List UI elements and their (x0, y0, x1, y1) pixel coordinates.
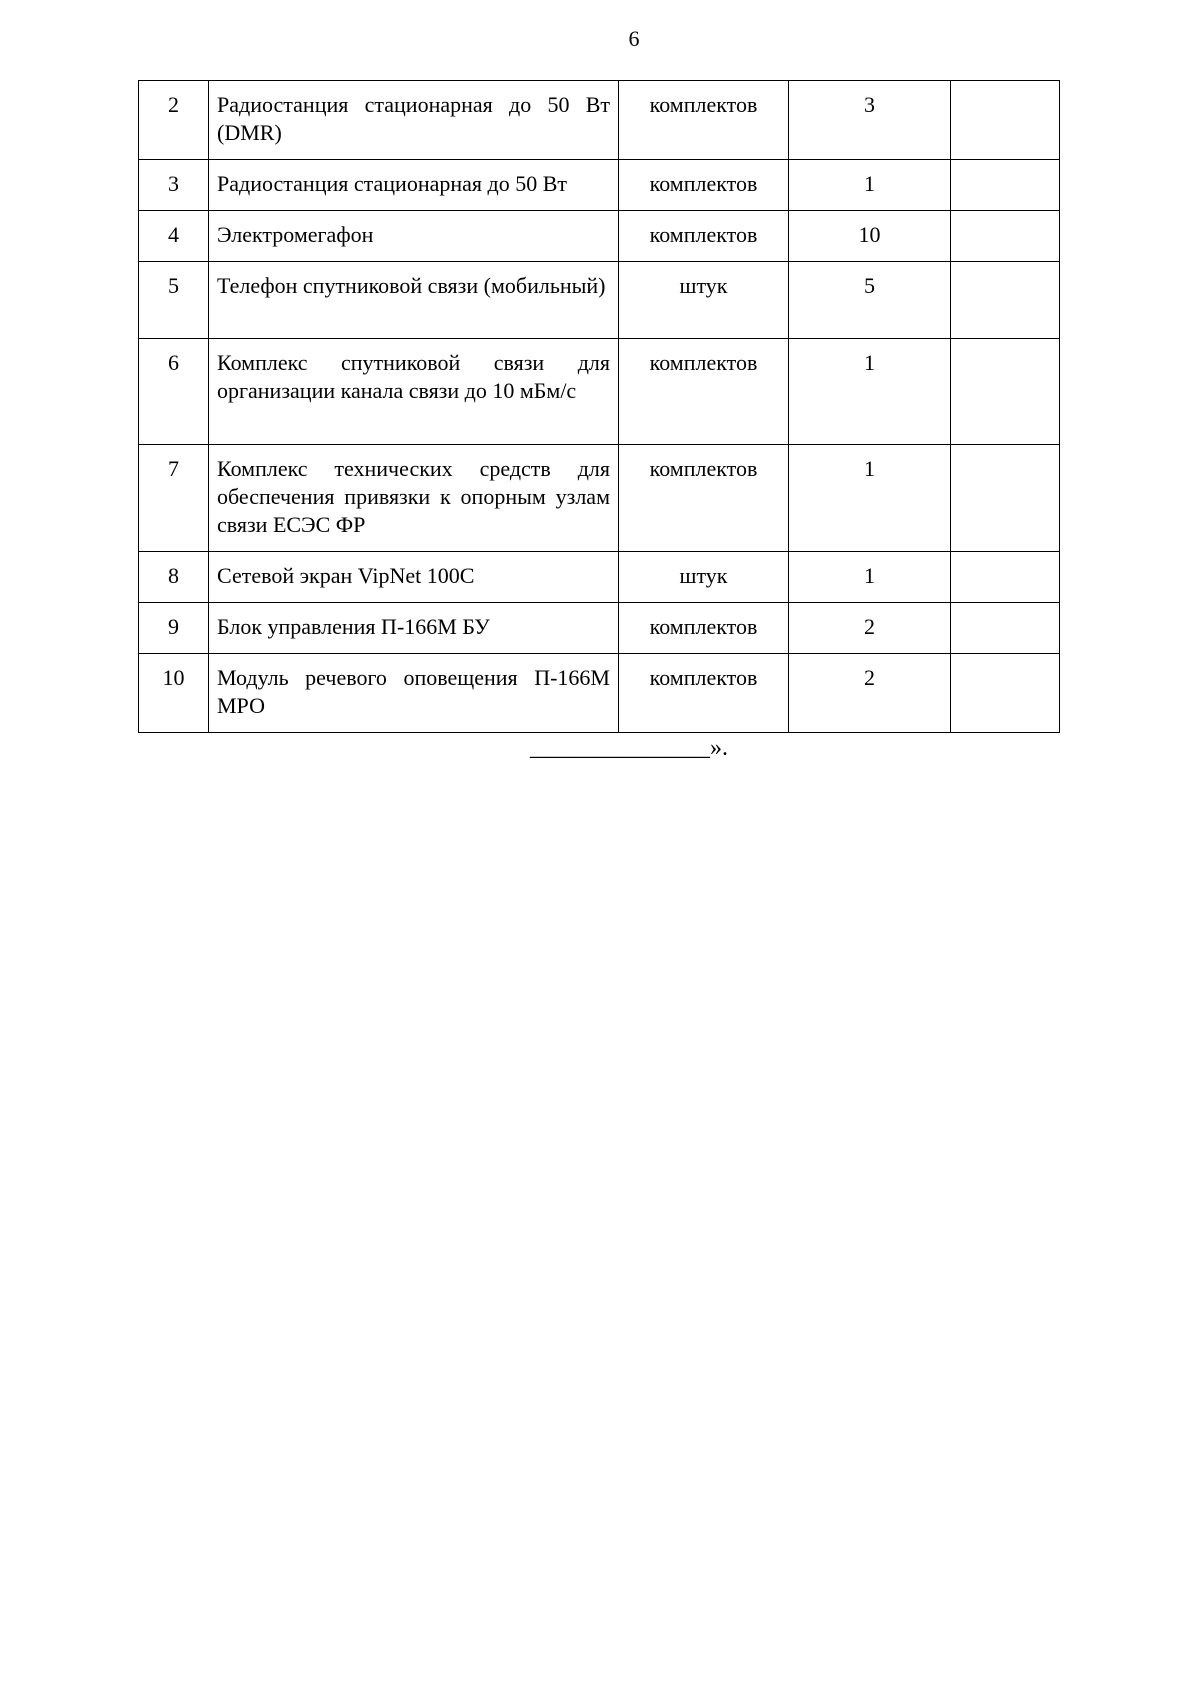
item-note (951, 654, 1060, 733)
item-note (951, 339, 1060, 445)
table-row (139, 339, 1060, 445)
item-unit: штук (619, 552, 789, 603)
item-unit: комплектов (619, 654, 789, 733)
item-note (951, 211, 1060, 262)
item-note (951, 445, 1060, 552)
item-unit: комплектов (619, 81, 789, 160)
item-name: Электромегафон (209, 211, 619, 262)
item-note (951, 160, 1060, 211)
item-unit: комплектов (619, 603, 789, 654)
item-quantity: 2 (789, 654, 951, 733)
closing-mark: _______________». (530, 735, 728, 761)
item-unit: штук (619, 262, 789, 339)
item-note (951, 603, 1060, 654)
item-name: Комплекс спутниковой связи для организации канала связи до 10 мБм/с (209, 339, 619, 445)
item-name: Телефон спутниковой связи (мобильный) (209, 262, 619, 339)
item-quantity: 2 (789, 603, 951, 654)
item-name: Сетевой экран VipNet 100С (209, 552, 619, 603)
table-row (139, 160, 1060, 211)
table-row (139, 603, 1060, 654)
table-row (139, 262, 1060, 339)
row-number: 7 (139, 445, 209, 552)
item-name: Радиостанция стационарная до 50 Вт (209, 160, 619, 211)
row-number: 10 (139, 654, 209, 733)
row-number: 6 (139, 339, 209, 445)
item-name: Радиостанция стационарная до 50 Вт (DMR) (209, 81, 619, 160)
item-note (951, 262, 1060, 339)
table-row (139, 445, 1060, 552)
row-number: 2 (139, 81, 209, 160)
row-number: 5 (139, 262, 209, 339)
item-unit: комплектов (619, 211, 789, 262)
table-row (139, 211, 1060, 262)
row-number: 8 (139, 552, 209, 603)
item-quantity: 1 (789, 160, 951, 211)
row-number: 9 (139, 603, 209, 654)
equipment-table (138, 80, 1060, 733)
item-quantity: 5 (789, 262, 951, 339)
table-row (139, 81, 1060, 160)
item-note (951, 552, 1060, 603)
item-quantity: 1 (789, 339, 951, 445)
row-number: 4 (139, 211, 209, 262)
page-number: 6 (628, 26, 640, 51)
table-row (139, 552, 1060, 603)
row-number: 3 (139, 160, 209, 211)
item-name: Модуль речевого оповещения П-166М МРО (209, 654, 619, 733)
table-row (139, 654, 1060, 733)
item-unit: комплектов (619, 339, 789, 445)
item-quantity: 3 (789, 81, 951, 160)
item-unit: комплектов (619, 445, 789, 552)
item-unit: комплектов (619, 160, 789, 211)
item-name: Комплекс технических средств для обеспечения привязки к опорным узлам связи ЕСЭС ФР (209, 445, 619, 552)
item-quantity: 1 (789, 552, 951, 603)
item-note (951, 81, 1060, 160)
item-quantity: 1 (789, 445, 951, 552)
item-name: Блок управления П-166М БУ (209, 603, 619, 654)
item-quantity: 10 (789, 211, 951, 262)
